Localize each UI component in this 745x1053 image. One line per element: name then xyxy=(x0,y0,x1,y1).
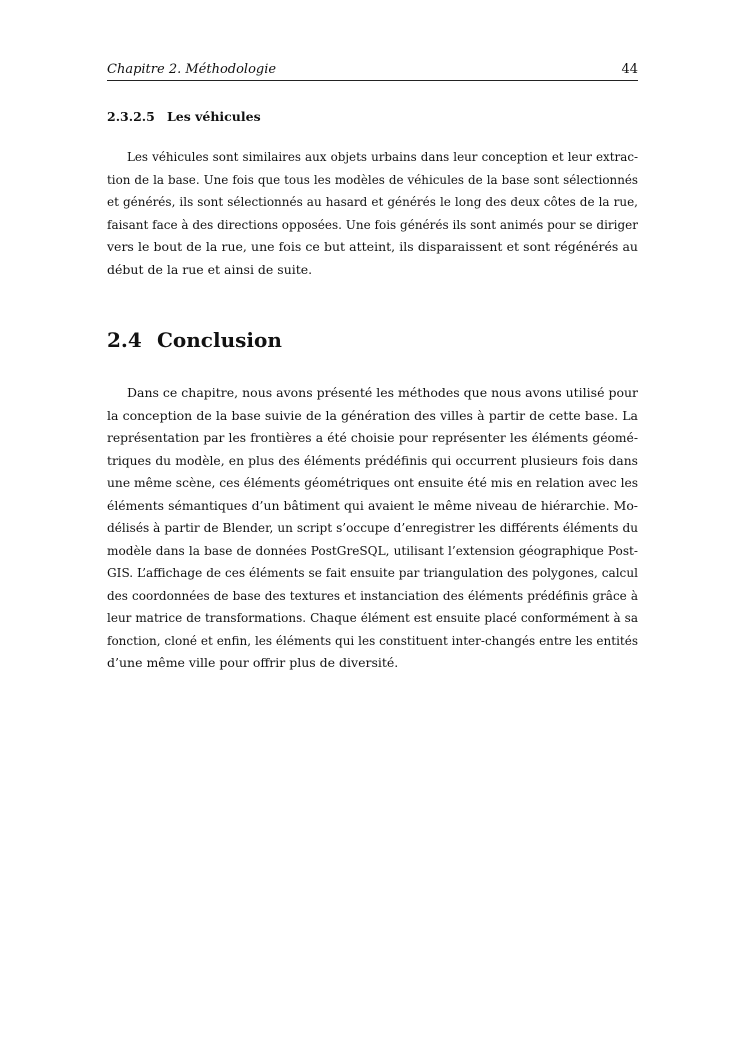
section-number: 2.4 xyxy=(107,328,142,352)
paragraph-line: faisant face à des directions opposées. Une fois générés ils sont animés pour se diriger xyxy=(107,217,638,232)
paragraph-line: représentation par les frontières a été choisie pour représenter les éléments géomé- xyxy=(107,431,638,445)
paragraph-line: GIS. L’affichage de ces éléments se fait ensuite par triangulation des polygones, calcul xyxy=(107,566,638,580)
paragraph-line: tion de la base. Une fois que tous les modèles de véhicules de la base sont sélectionnés xyxy=(107,172,638,187)
paragraph-line: fonction, cloné et enfin, les éléments qui les constituent inter-changés entre les entités xyxy=(107,633,638,648)
subsection-number: 2.3.2.5 xyxy=(107,109,155,124)
subsection-title: Les véhicules xyxy=(167,109,261,124)
running-header xyxy=(107,58,638,81)
subsection-heading xyxy=(107,108,638,126)
paragraph-line: Dans ce chapitre, nous avons présenté les méthodes que nous avons utilisé pour xyxy=(127,385,638,400)
paragraph-line: leur matrice de transformations. Chaque élément est ensuite placé conformément à sa xyxy=(107,611,638,625)
paragraph-line: éléments sémantiques d’un bâtiment qui avaient le même niveau de hiérarchie. Mo- xyxy=(107,497,638,513)
page-number: 44 xyxy=(621,62,638,77)
paragraph-line: une même scène, ces éléments géométriques ont ensuite été mis en relation avec les xyxy=(107,476,639,490)
vehicles-paragraph xyxy=(107,146,638,281)
document-page xyxy=(107,58,638,675)
paragraph-line: délisés à partir de Blender, un script s’occupe d’enregistrer les différents éléments du xyxy=(107,521,638,535)
paragraph-line: la conception de la base suivie de la génération des villes à partir de cette base. La xyxy=(107,407,638,423)
paragraph-line: triques du modèle, en plus des éléments prédéfinis qui occurrent plusieurs fois dans xyxy=(107,453,638,468)
paragraph-line: Les véhicules sont similaires aux objets urbains dans leur conception et leur extrac- xyxy=(127,150,638,164)
conclusion-paragraph xyxy=(107,382,638,675)
paragraph-line: modèle dans la base de données PostGreSQL, utilisant l’extension géographique Post- xyxy=(107,543,638,558)
paragraph-line: des coordonnées de base des textures et instanciation des éléments prédéfinis grâce à xyxy=(107,588,638,603)
section-title: Conclusion xyxy=(157,328,282,352)
section-heading xyxy=(107,326,638,354)
paragraph-line: début de la rue et ainsi de suite. xyxy=(107,261,313,277)
chapter-title: Chapitre 2. Méthodologie xyxy=(107,62,277,77)
paragraph-line: d’une même ville pour offrir plus de diversité. xyxy=(107,655,399,670)
paragraph-line: vers le bout de la rue, une fois ce but atteint, ils disparaissent et sont régénérés au xyxy=(107,239,638,254)
paragraph-line: et générés, ils sont sélectionnés au hasard et générés le long des deux côtes de la rue, xyxy=(107,195,638,209)
